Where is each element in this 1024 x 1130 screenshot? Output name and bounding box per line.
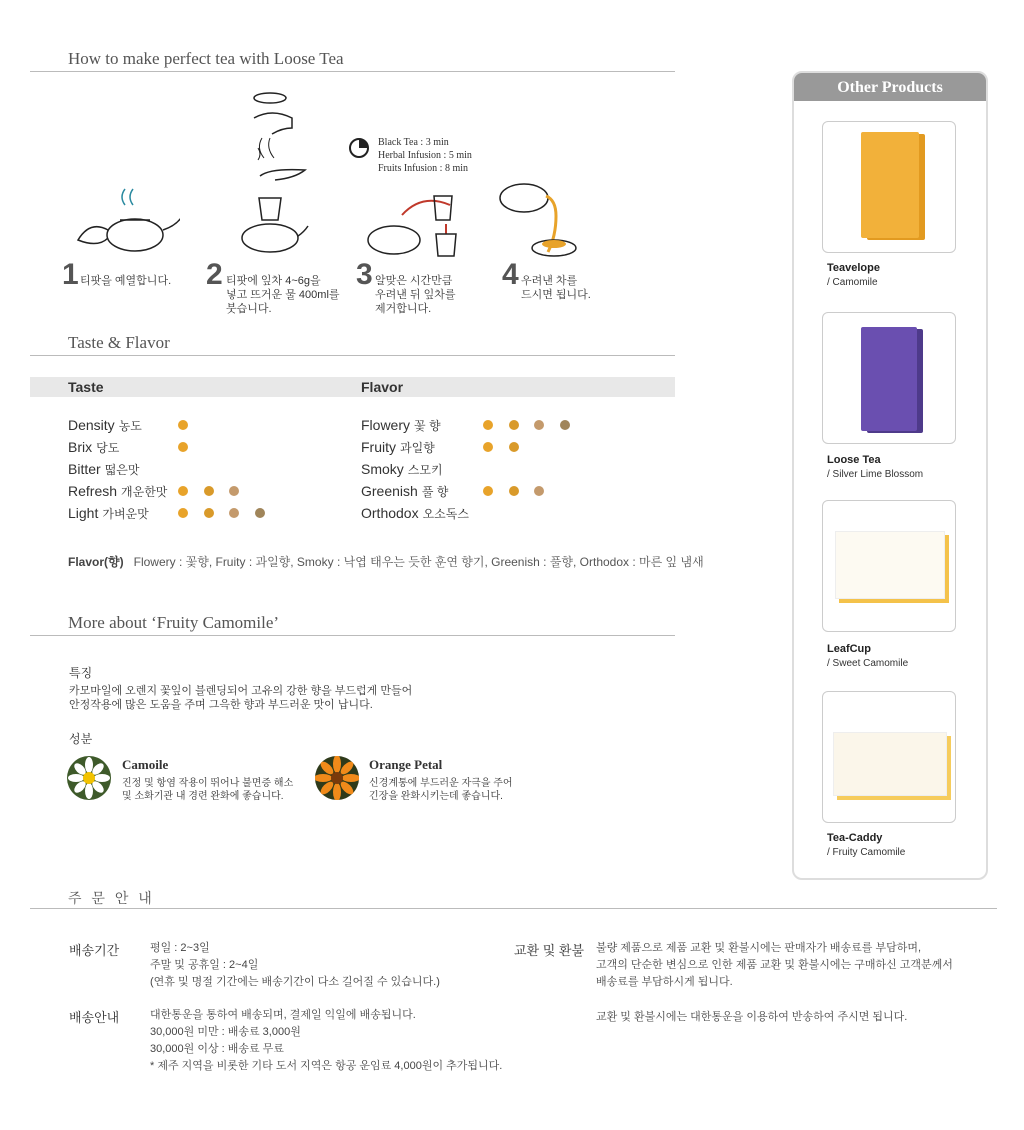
howto-title: How to make perfect tea with Loose Tea <box>68 49 344 68</box>
ingredient-1-name: Camoile <box>122 757 169 772</box>
exchange-line: 배송료를 부담하시게 됩니다. <box>596 976 733 988</box>
taste-rating-dot <box>255 508 265 518</box>
howto-rule <box>30 71 675 72</box>
flavor-label-kr: 스모키 <box>407 463 443 477</box>
step-2-number: 2 <box>206 258 223 291</box>
ingredient-1-line-1: 진정 및 항염 작용이 뛰어나 불면증 해소 <box>122 778 294 789</box>
delivery-period-text <box>150 940 440 991</box>
delivery-info-line: 30,000원 미만 : 배송료 3,000원 <box>150 1026 301 1038</box>
step-4-number: 4 <box>502 258 519 291</box>
taste-row-refresh <box>68 483 167 503</box>
taste-header: Taste <box>68 379 104 395</box>
step-1-text: 티팟을 예열합니다. <box>80 275 172 287</box>
orange-petal-flower-icon <box>315 756 359 800</box>
delivery-period-line: 주말 및 공휴일 : 2~4일 <box>150 959 259 971</box>
taste-rating-dot <box>229 508 239 518</box>
flavor-label-kr: 꽃 향 <box>414 419 441 433</box>
remove-leaves-illustration <box>362 190 472 265</box>
taste-row-bitter <box>68 461 139 481</box>
flavor-rating-dot <box>560 420 570 430</box>
delivery-info-label: 배송안내 <box>69 1010 120 1025</box>
ingredient-2-name: Orange Petal <box>369 757 443 772</box>
features-line-2: 안정작용에 많은 도움을 주며 그윽한 향과 부드러운 맛이 납니다. <box>69 699 373 711</box>
product-name-leafcup[interactable]: LeafCup <box>827 643 871 655</box>
ingredient-2-line-1: 신경계통에 부드러운 자극을 주어 <box>369 778 513 789</box>
flavor-label-kr: 과일향 <box>400 441 435 455</box>
taste-row-brix <box>68 439 119 459</box>
add-leaves-illustration <box>232 88 312 268</box>
flavor-rating-dot <box>483 486 493 496</box>
product-thumb-teavelope[interactable] <box>822 121 956 253</box>
flavor-rating-dot <box>509 442 519 452</box>
ingredients-label: 성분 <box>69 732 93 746</box>
flavor-rating-dot <box>509 486 519 496</box>
delivery-period-line: 평일 : 2~3일 <box>150 942 210 954</box>
flavor-label: Smoky <box>361 461 404 477</box>
other-products-panel <box>792 71 988 880</box>
taste-rating-dot <box>204 508 214 518</box>
exchange-label: 교환 및 환불 <box>514 943 585 958</box>
more-rule <box>30 635 675 636</box>
delivery-info-line: * 제주 지역을 비롯한 기타 도서 지역은 항공 운임료 4,000원이 추가됩니다. <box>150 1060 503 1072</box>
features-line-1: 카모마일에 오렌지 꽃잎이 블렌딩되어 고유의 강한 향을 부드럽게 만들어 <box>69 685 413 697</box>
timer-icon <box>348 137 370 159</box>
taste-rating-dot <box>178 508 188 518</box>
more-title: More about ‘Fruity Camomile’ <box>68 613 280 632</box>
product-name-loose-tea[interactable]: Loose Tea <box>827 454 881 466</box>
taste-label-kr: 가벼운맛 <box>102 507 149 521</box>
order-rule <box>30 908 997 909</box>
taste-row-light <box>68 505 149 525</box>
delivery-period-label: 배송기간 <box>69 943 120 958</box>
taste-rating-dot <box>178 486 188 496</box>
taste-rating-dot <box>178 442 188 452</box>
loose-tea-box-image <box>861 327 917 431</box>
delivery-info-line: 대한통운을 통하여 배송되며, 결제일 익일에 배송됩니다. <box>150 1009 416 1021</box>
infusion-time-black: Black Tea : 3 min <box>378 137 449 148</box>
step-1-number: 1 <box>62 258 79 291</box>
product-thumb-tea-caddy[interactable] <box>822 691 956 823</box>
leafcup-box-image <box>835 531 945 599</box>
tea-caddy-box-image <box>833 732 947 796</box>
product-sub-leafcup: / Sweet Camomile <box>827 658 909 669</box>
delivery-info-line: 30,000원 이상 : 배송료 무료 <box>150 1043 284 1055</box>
flavor-note-label: Flavor(향) <box>68 555 124 569</box>
flavor-row-fruity <box>361 439 435 459</box>
product-sub-loose-tea: / Silver Lime Blossom <box>827 469 924 480</box>
flavor-label: Flowery <box>361 417 411 433</box>
infusion-time-herbal: Herbal Infusion : 5 min <box>378 150 472 161</box>
flavor-rating-dot <box>483 442 493 452</box>
order-title: 주 문 안 내 <box>68 890 155 906</box>
step-3-number: 3 <box>356 258 373 291</box>
taste-label: Light <box>68 505 99 521</box>
other-products-title: Other Products <box>794 73 986 101</box>
delivery-info-text <box>150 1007 502 1075</box>
flavor-label-kr: 풀 향 <box>421 485 449 499</box>
camomile-flower-icon <box>67 756 111 800</box>
flavor-note-text: Flowery : 꽃향, Fruity : 과일향, Smoky : 낙엽 태우는 듯한 훈연 향기, Greenish : 풀향, Orthodox : 마른 잎 냄새 <box>133 555 704 569</box>
flavor-label: Fruity <box>361 439 396 455</box>
infusion-times <box>378 136 472 175</box>
flavor-label: Greenish <box>361 483 418 499</box>
taste-flavor-header <box>30 377 675 397</box>
flavor-label-kr: 오소독스 <box>422 507 469 521</box>
flavor-row-flowery <box>361 417 441 437</box>
flavor-note <box>68 553 704 570</box>
teapot-warming-illustration <box>70 180 180 260</box>
taste-label: Density <box>68 417 115 433</box>
flavor-label: Orthodox <box>361 505 419 521</box>
taste-label: Brix <box>68 439 93 455</box>
step-2-text: 티팟에 잎차 4~6g을 넣고 뜨거운 물 400ml를 붓습니다. <box>226 275 340 315</box>
step-3-text: 알맞은 시간만큼 우려낸 뒤 잎차를 제거합니다. <box>375 275 456 315</box>
delivery-period-line: (연휴 및 명절 기간에는 배송기간이 다소 길어질 수 있습니다.) <box>150 976 440 988</box>
exchange-text <box>596 940 953 991</box>
exchange-line: 고객의 단순한 변심으로 인한 제품 교환 및 환불시에는 구매하신 고객분께서 <box>596 959 953 971</box>
taste-label-kr: 떫은맛 <box>104 463 140 477</box>
exchange-return-text: 교환 및 환불시에는 대한통운을 이용하여 반송하여 주시면 됩니다. <box>596 1011 908 1023</box>
flavor-rating-dot <box>483 420 493 430</box>
flavor-row-orthodox <box>361 505 469 525</box>
product-name-tea-caddy[interactable]: Tea-Caddy <box>827 832 883 844</box>
taste-label: Bitter <box>68 461 101 477</box>
teavelope-box-image <box>861 132 919 238</box>
taste-label-kr: 당도 <box>96 441 120 455</box>
taste-label: Refresh <box>68 483 118 499</box>
flavor-row-greenish <box>361 483 448 503</box>
features-label: 특징 <box>69 666 93 680</box>
taste-label-kr: 개운한맛 <box>121 485 168 499</box>
flavor-header: Flavor <box>361 379 404 395</box>
flavor-rating-dot <box>534 420 544 430</box>
taste-rating-dot <box>178 420 188 430</box>
taste-label-kr: 농도 <box>118 419 142 433</box>
taste-rule <box>30 355 675 356</box>
infusion-time-fruits: Fruits Infusion : 8 min <box>378 163 469 174</box>
taste-rating-dot <box>204 486 214 496</box>
ingredient-2-line-2: 긴장을 완화시키는데 좋습니다. <box>369 791 503 802</box>
taste-row-density <box>68 417 142 437</box>
ingredient-1-line-2: 및 소화기관 내 경련 완화에 좋습니다. <box>122 791 284 802</box>
product-thumb-leafcup[interactable] <box>822 500 956 632</box>
product-sub-tea-caddy: / Fruity Camomile <box>827 847 906 858</box>
step-4-text: 우려낸 차를 드시면 됩니다. <box>521 275 591 301</box>
exchange-line: 불량 제품으로 제품 교환 및 환불시에는 판매자가 배송료를 부담하며, <box>596 942 922 954</box>
product-thumb-loose-tea[interactable] <box>822 312 956 444</box>
product-sub-teavelope: / Camomile <box>827 277 878 288</box>
flavor-row-smoky <box>361 461 443 481</box>
product-name-teavelope[interactable]: Teavelope <box>827 262 880 274</box>
flavor-rating-dot <box>509 420 519 430</box>
taste-title: Taste & Flavor <box>68 333 170 352</box>
flavor-rating-dot <box>534 486 544 496</box>
pour-tea-illustration <box>496 176 586 266</box>
taste-rating-dot <box>229 486 239 496</box>
